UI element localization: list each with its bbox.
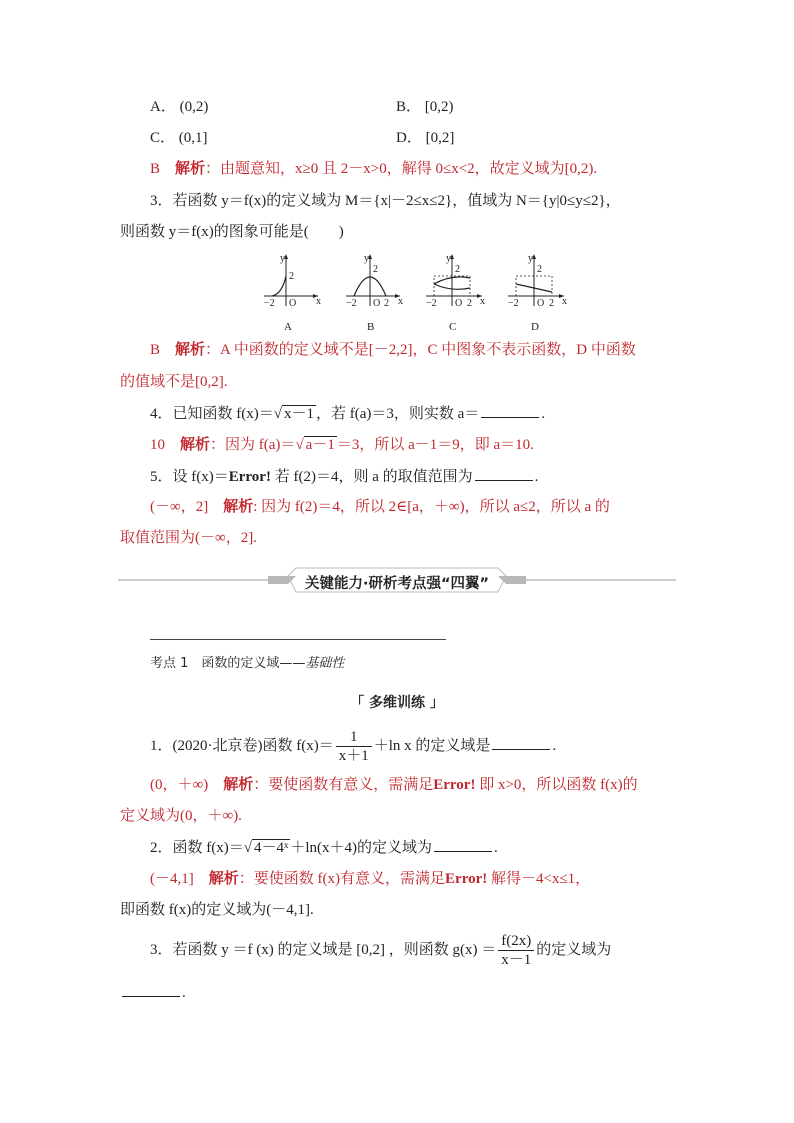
answer-letter: B: [150, 161, 161, 177]
analysis-tag: 解析: [175, 161, 206, 177]
analysis-tag: 解析: [180, 437, 211, 453]
q5-answer-line2: 取值范围为(－∞，2].: [120, 530, 257, 546]
q4-answer: 10 解析：因为 f(a)＝√ a－1 ＝3，所以 a－1＝9，即 a＝10.: [150, 437, 534, 453]
graph-label-d: D: [531, 321, 539, 333]
section-subtitle: 基础性: [305, 656, 345, 671]
p2-question: 2．函数 f(x)＝√ 4－4ˣ ＋ln(x＋4)的定义域为 .: [150, 837, 498, 858]
p2-answer-line2: 即函数 f(x)的定义域为(－4,1].: [120, 902, 314, 918]
analysis-tag: 解析: [223, 499, 254, 515]
section-title: 考点 1 函数的定义域——基础性: [150, 656, 345, 671]
sqrt-radicand: 4－4ˣ: [253, 840, 289, 856]
tick-2: 2: [467, 298, 472, 309]
tick-neg2: −2: [508, 298, 519, 309]
answer-blank: [481, 403, 539, 418]
graph-label-c: C: [449, 321, 457, 333]
answer-blank: [434, 837, 492, 852]
p3-question: 3．若函数 y ＝f (x) 的定义域是 [0,2] ，则函数 g(x) ＝ $\frac{f(2x)}{x-1}$ 的定义域为: [150, 933, 612, 969]
q4-question: 4．已知函数 f(x)＝√ x－1 ，若 f(a)＝3，则实数 a＝ .: [150, 403, 545, 424]
answer-blank: [475, 466, 533, 481]
analysis-tag: 解析: [223, 777, 254, 793]
q3-line2: 则函数 y＝f(x)的图象可能是( ): [120, 224, 344, 240]
fraction: $\frac{1}{x+1}$: [336, 728, 372, 765]
origin: O: [373, 298, 381, 309]
axis-x: x: [398, 296, 403, 307]
axis-y: y: [528, 253, 533, 264]
analysis-tag: 解析: [208, 871, 239, 887]
analysis-tag: 解析: [175, 342, 206, 358]
answer-value: (－4,1]: [150, 871, 194, 887]
graph-label-a: A: [284, 321, 292, 333]
graph-d: [508, 253, 567, 333]
error-text: Error!: [433, 777, 476, 793]
q3-line1: 3．若函数 y＝f(x)的定义域为 M＝{x|－2≤x≤2}，值域为 N＝{y|0≤y≤2}，: [150, 193, 621, 209]
p1-answer-line1: (0，＋∞) 解析：要使函数有意义，需满足Error! 即 x>0，所以函数 f(x)的: [150, 777, 638, 793]
answer-blank: [122, 982, 180, 997]
option-b: B． [0,2): [396, 99, 454, 115]
error-text: Error!: [445, 871, 488, 887]
graph-a: [264, 253, 321, 333]
q3-answer-line2: 的值域不是[0,2].: [120, 374, 228, 390]
origin: O: [289, 298, 297, 309]
p1-question: 1．(2020·北京卷)函数 f(x)＝ $\frac{1}{x+1}$ ＋ln x 的定义域是 .: [150, 729, 557, 765]
origin: O: [455, 298, 463, 309]
tick-2: 2: [384, 298, 389, 309]
tick-neg2: −2: [426, 298, 437, 309]
q5-answer-line1: (－∞，2] 解析: 因为 f(2)＝4，所以 2∈[a，＋∞)，所以 a≤2，所以 a 的: [150, 499, 610, 515]
p1-answer-line2: 定义域为(0，＋∞).: [120, 808, 242, 824]
option-c: C． (0,1]: [150, 130, 208, 146]
q2-answer: B 解析：由题意知，x≥0 且 2－x>0，解得 0≤x<2，故定义域为[0,2).: [150, 161, 598, 177]
answer-blank: [492, 735, 550, 750]
tick-neg2: −2: [346, 298, 357, 309]
tick-2: 2: [289, 271, 294, 282]
axis-y: y: [446, 253, 451, 264]
answer-letter: B: [150, 342, 161, 358]
axis-x: x: [562, 296, 567, 307]
tick-2: 2: [455, 264, 460, 275]
q5-question: 5．设 f(x)＝Error! 若 f(2)＝4，则 a 的取值范围为 .: [150, 466, 538, 487]
axis-y: y: [280, 253, 285, 264]
tick-2: 2: [537, 264, 542, 275]
origin: O: [537, 298, 545, 309]
option-d: D． [0,2]: [396, 130, 455, 146]
p3-blank-line: .: [120, 982, 186, 1003]
tick-neg2: −2: [264, 298, 275, 309]
graph-label-b: B: [367, 321, 375, 333]
tick-2: 2: [373, 264, 378, 275]
graphs-svg: [258, 248, 568, 336]
sqrt-radicand: a－1: [305, 437, 335, 453]
fraction: $\frac{f(2x)}{x-1}$: [498, 932, 534, 969]
axis-y: y: [364, 253, 369, 264]
answer-value: 10: [150, 437, 165, 453]
graph-options: [258, 248, 568, 336]
tick-2: 2: [549, 298, 554, 309]
axis-x: x: [480, 296, 485, 307]
axis-x: x: [316, 296, 321, 307]
graph-b: [346, 253, 403, 333]
error-text: Error!: [228, 469, 271, 485]
p2-answer-line1: (－4,1] 解析：要使函数 f(x)有意义，需满足Error! 解得－4<x≤1，: [150, 871, 591, 887]
drill-heading: 「 多维训练 」: [350, 695, 444, 711]
banner-title: 关键能力·研析考点强“四翼”: [304, 576, 490, 592]
answer-value: (0，＋∞): [150, 777, 209, 793]
graph-c: [426, 253, 485, 333]
answer-value: (－∞，2]: [150, 499, 209, 515]
section-rule: [150, 639, 446, 640]
q3-answer-line1: B 解析：A 中函数的定义域不是[－2,2]，C 中图象不表示函数，D 中函数: [150, 342, 636, 358]
sqrt-radicand: x－1: [283, 406, 314, 422]
option-a: A． (0,2): [150, 99, 209, 115]
